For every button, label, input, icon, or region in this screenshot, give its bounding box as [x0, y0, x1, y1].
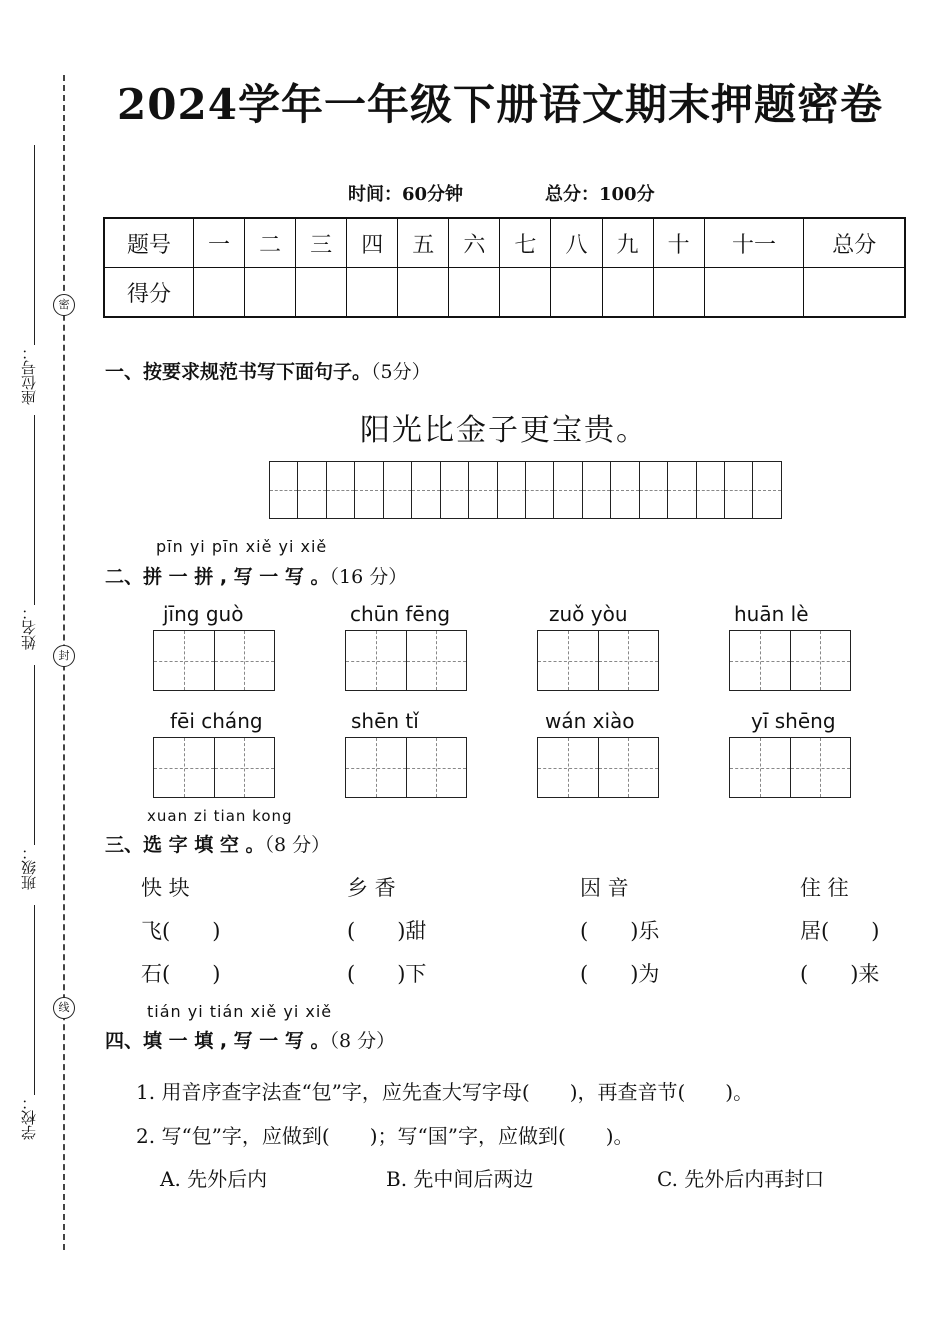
seat-number-line [34, 145, 35, 345]
name-line [34, 665, 35, 845]
fill-item[interactable]: ( )乐 [580, 919, 660, 943]
word-pinyin: fēi cháng [170, 709, 263, 733]
grid-cell[interactable] [730, 738, 790, 797]
section3-pinyin: xuan zi tian kong [147, 807, 293, 825]
char-pair: 乡 香 [347, 876, 396, 900]
score-cell[interactable] [194, 268, 245, 318]
char-pair: 快 块 [141, 876, 190, 900]
grid-cell[interactable] [154, 631, 214, 690]
class-line [34, 905, 35, 1095]
grid-cell[interactable] [610, 462, 638, 518]
score-col: 四 [347, 218, 398, 268]
section1-writing-grid[interactable] [269, 461, 782, 519]
class-label: 班级： [20, 845, 38, 890]
grid-cell[interactable] [214, 738, 275, 797]
fill-item[interactable]: ( )下 [347, 962, 427, 986]
grid-cell[interactable] [383, 462, 411, 518]
section4-title: 四、填 一 填 , 写 一 写 。 [105, 1030, 330, 1052]
grid-cell[interactable] [525, 462, 553, 518]
fill-item[interactable]: 石( ) [141, 962, 221, 986]
word-pinyin: jīng guò [163, 602, 244, 626]
grid-cell[interactable] [582, 462, 610, 518]
score-col: 十 [653, 218, 704, 268]
section3-points: （8 分） [264, 834, 331, 856]
score-cell[interactable] [347, 268, 398, 318]
section1-title: 一、按要求规范书写下面句子。 [105, 361, 372, 383]
grid-cell[interactable] [553, 462, 581, 518]
word-writing-grid[interactable] [345, 630, 467, 691]
grid-cell[interactable] [154, 738, 214, 797]
word-pinyin: shēn tǐ [351, 709, 419, 733]
word-writing-grid[interactable] [537, 630, 659, 691]
grid-cell[interactable] [730, 631, 790, 690]
question-2[interactable]: 2. 写“包”字，应做到( )；写“国”字，应做到( )。 [136, 1124, 634, 1148]
word-writing-grid[interactable] [729, 737, 851, 798]
option-b: B. 先中间后两边 [386, 1167, 534, 1191]
grid-cell[interactable] [270, 462, 297, 518]
score-col: 五 [398, 218, 449, 268]
score-cell[interactable] [551, 268, 602, 318]
score-col: 六 [449, 218, 500, 268]
word-pinyin: chūn fēng [350, 602, 451, 626]
word-writing-grid[interactable] [153, 737, 275, 798]
score-cell[interactable] [653, 268, 704, 318]
score-cell[interactable] [500, 268, 551, 318]
word-writing-grid[interactable] [537, 737, 659, 798]
score-cell[interactable] [704, 268, 804, 318]
score-cell[interactable] [245, 268, 296, 318]
grid-cell[interactable] [297, 462, 325, 518]
score-col: 八 [551, 218, 602, 268]
char-pair: 住 往 [800, 876, 849, 900]
exam-time: 时间：60分钟 [348, 184, 464, 205]
score-col: 十一 [704, 218, 804, 268]
score-cell[interactable] [398, 268, 449, 318]
score-cell[interactable] [804, 268, 905, 318]
grid-cell[interactable] [497, 462, 525, 518]
name-label: 姓名： [20, 605, 38, 650]
grid-cell[interactable] [346, 631, 406, 690]
grid-cell[interactable] [406, 631, 467, 690]
section1-heading [105, 357, 431, 384]
seal-xian: 线 [53, 997, 75, 1019]
fill-item[interactable]: 居( ) [800, 919, 880, 943]
score-col: 七 [500, 218, 551, 268]
score-table-header-row [104, 218, 905, 268]
score-table-row-label: 题号 [104, 218, 194, 268]
word-writing-grid[interactable] [345, 737, 467, 798]
grid-cell[interactable] [326, 462, 354, 518]
score-cell[interactable] [602, 268, 653, 318]
score-col: 三 [296, 218, 347, 268]
grid-cell[interactable] [346, 738, 406, 797]
seal-mi: 密 [53, 294, 75, 316]
section2-title: 二、拼 一 拼 , 写 一 写 。 [105, 566, 330, 588]
section2-pinyin: pīn yi pīn xiě yi xiě [156, 537, 328, 556]
fill-item[interactable]: 飞( ) [141, 919, 221, 943]
seat-number-label: 座位号： [20, 345, 38, 405]
page-title: 2024学年一年级下册语文期末押题密卷 [117, 80, 883, 129]
word-pinyin: zuǒ yòu [549, 602, 628, 626]
word-pinyin: huān lè [734, 602, 809, 626]
score-col: 一 [194, 218, 245, 268]
score-col: 二 [245, 218, 296, 268]
exam-total: 总分：100分 [545, 184, 655, 205]
fill-item[interactable]: ( )甜 [347, 919, 427, 943]
score-cell[interactable] [449, 268, 500, 318]
grid-cell[interactable] [598, 631, 659, 690]
grid-cell[interactable] [468, 462, 496, 518]
grid-cell[interactable] [440, 462, 468, 518]
grid-cell[interactable] [639, 462, 667, 518]
section2-points: （16 分） [329, 566, 408, 588]
section3-title: 三、选 字 填 空 。 [105, 834, 265, 856]
grid-cell[interactable] [667, 462, 695, 518]
grid-cell[interactable] [411, 462, 439, 518]
section3-heading [105, 830, 330, 857]
word-pinyin: yī shēng [751, 709, 836, 733]
word-writing-grid[interactable] [729, 630, 851, 691]
grid-cell[interactable] [752, 462, 780, 518]
section4-heading [105, 1026, 395, 1053]
grid-cell[interactable] [214, 631, 275, 690]
fill-item[interactable]: ( )来 [800, 962, 880, 986]
seal-feng: 封 [53, 645, 75, 667]
score-col: 九 [602, 218, 653, 268]
score-cell[interactable] [296, 268, 347, 318]
word-writing-grid[interactable] [153, 630, 275, 691]
school-label: 学校： [20, 1095, 38, 1140]
option-a: A. 先外后内 [160, 1167, 268, 1191]
grid-cell[interactable] [696, 462, 724, 518]
section1-points: （5分） [371, 361, 431, 383]
grid-cell[interactable] [406, 738, 467, 797]
seat-number-line-lower [34, 415, 35, 605]
grid-cell[interactable] [790, 631, 851, 690]
question-1[interactable]: 1. 用音序查字法查“包”字，应先查大写字母( )，再查音节( )。 [136, 1080, 754, 1104]
score-col: 总分 [804, 218, 905, 268]
fill-item[interactable]: ( )为 [580, 962, 660, 986]
grid-cell[interactable] [538, 631, 598, 690]
grid-cell[interactable] [538, 738, 598, 797]
grid-cell[interactable] [724, 462, 752, 518]
score-table-row-label: 得分 [104, 268, 194, 318]
grid-cell[interactable] [790, 738, 851, 797]
char-pair: 因 音 [580, 876, 629, 900]
grid-cell[interactable] [598, 738, 659, 797]
section4-pinyin: tián yi tián xiě yi xiě [147, 1002, 333, 1021]
score-table-score-row [104, 268, 905, 318]
score-table [103, 217, 906, 318]
section2-heading [105, 562, 407, 589]
section1-sentence: 阳光比金子更宝贵。 [360, 413, 648, 448]
grid-cell[interactable] [354, 462, 382, 518]
word-pinyin: wán xiào [545, 709, 635, 733]
section4-points: （8 分） [329, 1030, 396, 1052]
option-c: C. 先外后内再封口 [657, 1167, 825, 1191]
